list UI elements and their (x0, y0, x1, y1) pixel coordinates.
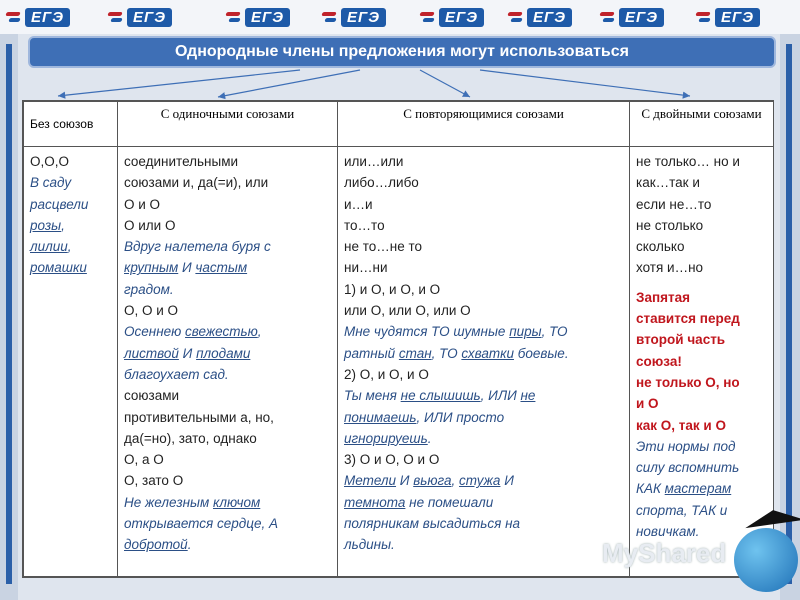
conjunction-line: хотя и…но (636, 260, 704, 276)
homogeneous-word: добротой (124, 537, 188, 553)
header-double-conjunctions: С двойными союзами (630, 102, 774, 147)
conjunction-line: ни…ни (344, 260, 388, 276)
conjunction-line: или…или (344, 154, 404, 169)
homogeneous-word: розы (30, 217, 62, 233)
arrow-to-col3 (420, 70, 470, 97)
conjunction: И (178, 345, 197, 361)
watermark-logo: MyShared (602, 538, 727, 568)
left-frame (0, 34, 18, 600)
homogeneous-word: ромашки (30, 260, 87, 276)
homogeneous-word: пиры (509, 324, 542, 340)
conjunction-line: сколько (636, 239, 685, 255)
scheme-line: О, О и О (124, 303, 179, 319)
comma-rule-note: ставится перед (636, 311, 740, 327)
homogeneous-word: крупным (124, 260, 179, 276)
comma-rule-note: Запятая (636, 289, 690, 305)
ege-logo-text: ЕГЭ (127, 8, 172, 27)
example-text: КАК (636, 481, 665, 497)
homogeneous-word: плодами (196, 345, 251, 361)
example-line: благоухает сад. (124, 366, 229, 382)
ege-logo-text: ЕГЭ (439, 8, 484, 27)
ege-logo-text: ЕГЭ (715, 8, 760, 27)
homogeneous-word: стан (398, 345, 432, 361)
example-line (344, 321, 623, 342)
example-text: Ты меня (344, 388, 401, 404)
homogeneous-word: листвой (124, 345, 179, 361)
example-text: Мне чудятся ТО шумные (344, 324, 510, 340)
homogeneous-word: частым (195, 260, 248, 276)
example-line: Вдруг налетела буря с (124, 239, 271, 255)
example-text: ратный (344, 345, 399, 361)
example-line (344, 385, 623, 406)
example-line: Эти нормы под (636, 438, 736, 454)
table-body-row (24, 147, 774, 577)
example-line: В саду (30, 175, 72, 191)
cell-single-conjunctions (118, 147, 338, 577)
header-repeated-conjunctions: С повторяющимися союзами (338, 102, 630, 147)
example-text: не помешали (405, 494, 494, 510)
conjunction-line: либо…либо (344, 175, 419, 191)
example-line: игнорируешь. (344, 430, 432, 446)
scheme-line: О и О (124, 196, 161, 212)
homogeneous-word: не (520, 388, 536, 404)
homogeneous-word: Метели (344, 473, 397, 489)
example-line (344, 492, 623, 513)
example-line (344, 343, 623, 364)
homogeneous-word: лилии (30, 239, 68, 255)
scheme-line: или О, или О, или О (344, 303, 471, 319)
example-line (30, 257, 111, 278)
globe-icon (734, 528, 798, 592)
homogeneous-word: стужа (459, 473, 501, 489)
conjunction-line: и…и (344, 196, 373, 212)
homogeneous-word: свежестью (185, 324, 258, 340)
scheme-line: 2) О, и О, и О (344, 366, 429, 382)
homogeneous-word: ключом (212, 494, 261, 510)
example-text: , ИЛИ просто (416, 409, 505, 425)
conjunction: И (500, 473, 514, 489)
scheme-line: О,О,О (30, 154, 70, 169)
example-line: Осеннею свежестью, (124, 324, 262, 340)
homogeneous-word: игнорируешь (344, 430, 428, 446)
example-line: розы, (30, 217, 65, 233)
conjunction-line: то…то (344, 217, 385, 233)
ege-logo-text: ЕГЭ (527, 8, 572, 27)
comma-rule-note: союза! (636, 353, 682, 369)
example-line: открывается сердце, А (124, 516, 278, 532)
union-usage-table (22, 100, 774, 578)
rule-line: да(=но), зато, однако (124, 430, 257, 446)
scheme-line: 1) и О, и О, и О (344, 281, 441, 297)
arrow-to-col4 (480, 70, 690, 96)
example-text: Осеннею (124, 324, 186, 340)
example-text: , ТО (431, 345, 462, 361)
slide-title: Однородные члены предложения могут использоваться (28, 36, 776, 68)
example-line: льдины. (344, 537, 395, 553)
conjunction: И (178, 260, 196, 276)
header-no-conjunctions: Без союзов (24, 102, 118, 147)
example-line: лилии, (30, 239, 72, 255)
example-line (124, 257, 331, 278)
scheme-line: 3) О и О, О и О (344, 452, 440, 468)
ege-logo-text: ЕГЭ (619, 8, 664, 27)
example-line: силу вспомнить (636, 460, 740, 476)
example-line: градом. (124, 281, 174, 297)
example-line: расцвели (30, 196, 89, 212)
homogeneous-word: вьюга (413, 473, 452, 489)
example-line: полярникам высадиться на (344, 516, 521, 532)
right-frame-bar (786, 44, 792, 584)
homogeneous-word: темнота (344, 494, 406, 510)
comma-rule-note: второй часть (636, 332, 726, 348)
conjunction-line: не столько (636, 217, 704, 233)
example-line: добротой. (124, 537, 192, 553)
example-text: Не железным (124, 494, 213, 510)
example-text: , (451, 473, 460, 489)
header-single-conjunctions: С одиночными союзами (118, 102, 338, 147)
homogeneous-word: не слышишь (400, 388, 481, 404)
example-line: спорта, ТАК и (636, 502, 728, 518)
rule-line: соединительными (124, 154, 239, 169)
homogeneous-word: схватки (461, 345, 514, 361)
conjunction: И (396, 473, 414, 489)
scheme-line: О или О (124, 217, 176, 233)
homogeneous-word: мастерам (664, 481, 732, 497)
rule-line: противительными а, но, (124, 409, 274, 425)
example-text: , ТО (541, 324, 568, 340)
example-text: , ИЛИ (480, 388, 521, 404)
comma-rule-scheme: не только О, но (636, 374, 740, 390)
conjunction-line: не только… но и (636, 154, 740, 169)
conjunction-line: не то…не то (344, 239, 423, 255)
example-line (344, 470, 623, 491)
example-line: новичкам. (636, 524, 700, 540)
cell-repeated-conjunctions (338, 147, 630, 577)
scheme-line: О, а О (124, 452, 164, 468)
arrow-to-col1 (58, 70, 300, 96)
example-line (124, 492, 331, 513)
example-line (636, 478, 767, 499)
table-header-row (24, 102, 774, 147)
conjunction-line: как…так и (636, 175, 700, 191)
ege-logo-text: ЕГЭ (245, 8, 290, 27)
ege-logo-text: ЕГЭ (341, 8, 386, 27)
example-line (344, 407, 623, 428)
rule-line: союзами и, да(=и), или (124, 175, 269, 191)
scheme-line: О, зато О (124, 473, 184, 489)
example-text: боевые. (513, 345, 569, 361)
homogeneous-word: понимаешь (344, 409, 417, 425)
comma-rule-scheme: и О (636, 396, 659, 412)
arrow-to-col2 (218, 70, 360, 97)
connector-arrows (0, 0, 800, 110)
example-line (124, 343, 331, 364)
ege-logo-text: ЕГЭ (25, 8, 70, 27)
rule-line: союзами (124, 388, 180, 404)
cell-no-conjunctions (24, 147, 118, 577)
left-frame-bar (6, 44, 12, 584)
comma-rule-scheme: как О, так и О (636, 417, 726, 433)
conjunction-line: если не…то (636, 196, 712, 212)
